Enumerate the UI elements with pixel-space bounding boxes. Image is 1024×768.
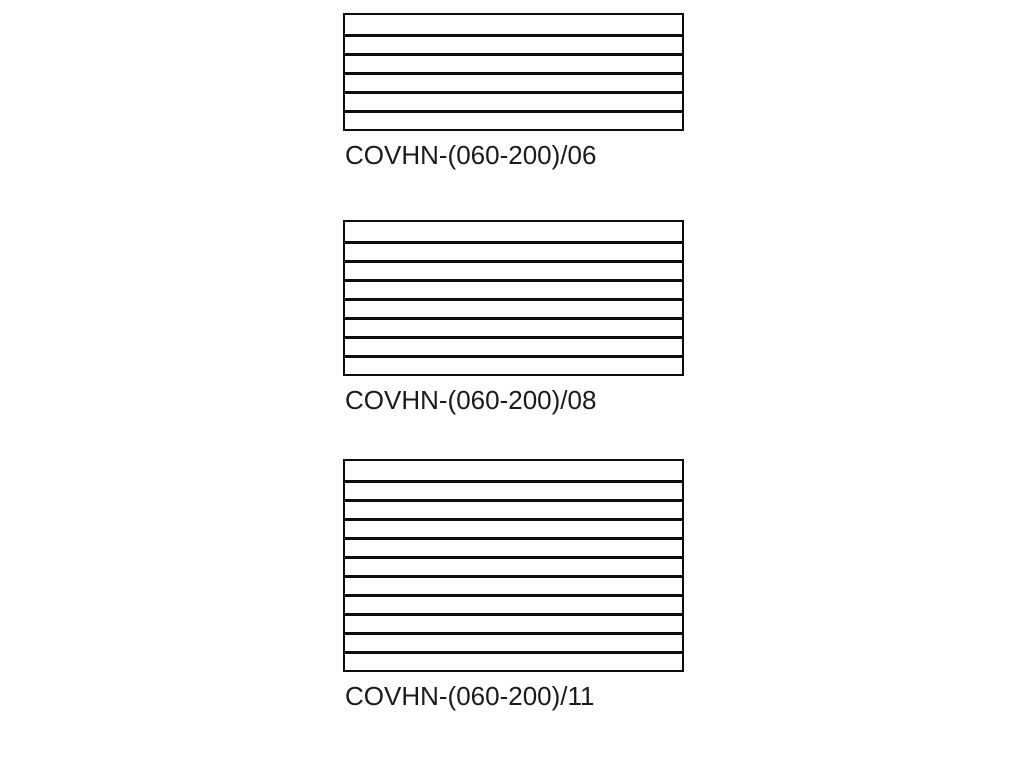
radiator-panel-06: [343, 13, 684, 131]
slat-row: [345, 241, 682, 260]
slat-row: [345, 298, 682, 317]
slat-row: [345, 110, 682, 129]
slat-row: [345, 15, 682, 34]
slat-row: [345, 91, 682, 110]
slat-row: [345, 480, 682, 499]
figure-covhn-11: [343, 459, 684, 709]
slat-row: [345, 575, 682, 594]
slat-row: [345, 72, 682, 91]
slat-row: [345, 34, 682, 53]
slat-row: [345, 499, 682, 518]
slat-row: [345, 317, 682, 336]
slat-row: [345, 260, 682, 279]
figure-covhn-08: [343, 220, 684, 413]
figure-covhn-06: [343, 13, 684, 168]
slat-row: [345, 556, 682, 575]
radiator-panel-11: [343, 459, 684, 672]
slat-row: [345, 279, 682, 298]
slat-row: [345, 537, 682, 556]
slat-row: [345, 461, 682, 480]
slat-row: [345, 222, 682, 241]
slat-row: [345, 355, 682, 374]
slat-row: [345, 651, 682, 670]
slat-row: [345, 594, 682, 613]
figure-label-06: COVHN-(060-200)/06: [345, 140, 597, 170]
slat-row: [345, 632, 682, 651]
radiator-panel-08: [343, 220, 684, 376]
figure-label-11: COVHN-(060-200)/11: [345, 681, 595, 711]
figure-label-08: COVHN-(060-200)/08: [345, 385, 597, 415]
slat-row: [345, 336, 682, 355]
slat-row: [345, 518, 682, 537]
slat-row: [345, 53, 682, 72]
slat-row: [345, 613, 682, 632]
